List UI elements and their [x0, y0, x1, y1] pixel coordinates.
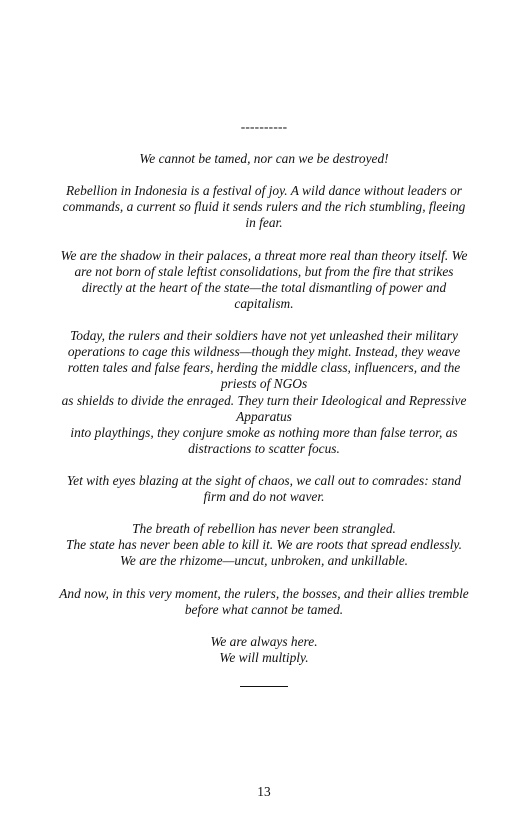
stanza-this-very-moment: [58, 586, 470, 618]
stanza-line: We will multiply.: [219, 650, 309, 665]
stanza-line: The state has never been able to kill it. We are roots that spread endlessly. We are the rhizome—uncut, unbroken, and unkillable.: [66, 537, 462, 569]
stanza-line: Today, the rulers and their soldiers have not yet unleashed their military operations to cage this wildness—though they might. Instead, they weave rotten tales and false fears, herding the middle class, influencers, and the priests of NGOs: [67, 328, 461, 392]
stanza-line: Rebellion in Indonesia is a festival of joy. A wild dance without leaders or commands, a current so fluid it sends rulers and the rich stumbling, fleeing in fear.: [62, 183, 466, 231]
stanza-always-here: [58, 634, 470, 666]
stanza-eyes-blazing: [58, 473, 470, 505]
stanza-rulers-and-soldiers: [58, 328, 470, 457]
stanza-line: And now, in this very moment, the rulers, the bosses, and their allies tremble before what cannot be tamed.: [59, 585, 469, 617]
stanza-line: We are the shadow in their palaces, a threat more real than theory itself. We are not born of stale leftist consolidations, but from the fire that strikes directly at the heart of the state—the total dismantling of power and capitalism.: [60, 247, 468, 311]
stanza-festival-of-joy: [58, 183, 470, 231]
bottom-divider: [240, 686, 288, 687]
stanza-breath-of-rebellion: [58, 521, 470, 569]
page-number: 13: [257, 784, 271, 799]
stanza-line: into playthings, they conjure smoke as nothing more than false terror, as distractions to scatter focus.: [70, 424, 458, 456]
stanza-cannot-be-tamed: [58, 151, 470, 167]
stanza-line: We cannot be tamed, nor can we be destroyed!: [139, 151, 389, 167]
top-divider: ----------: [240, 119, 288, 134]
stanza-shadow-in-palaces: [58, 248, 470, 312]
stanza-line: The breath of rebellion has never been strangled.: [132, 521, 396, 537]
stanza-line: We are always here.: [210, 633, 318, 649]
stanza-line: Yet with eyes blazing at the sight of chaos, we call out to comrades: stand firm and do not waver.: [66, 472, 462, 505]
stanza-line: as shields to divide the enraged. They turn their Ideological and Repressive Apparatus: [61, 392, 467, 424]
page-content: [58, 119, 470, 687]
